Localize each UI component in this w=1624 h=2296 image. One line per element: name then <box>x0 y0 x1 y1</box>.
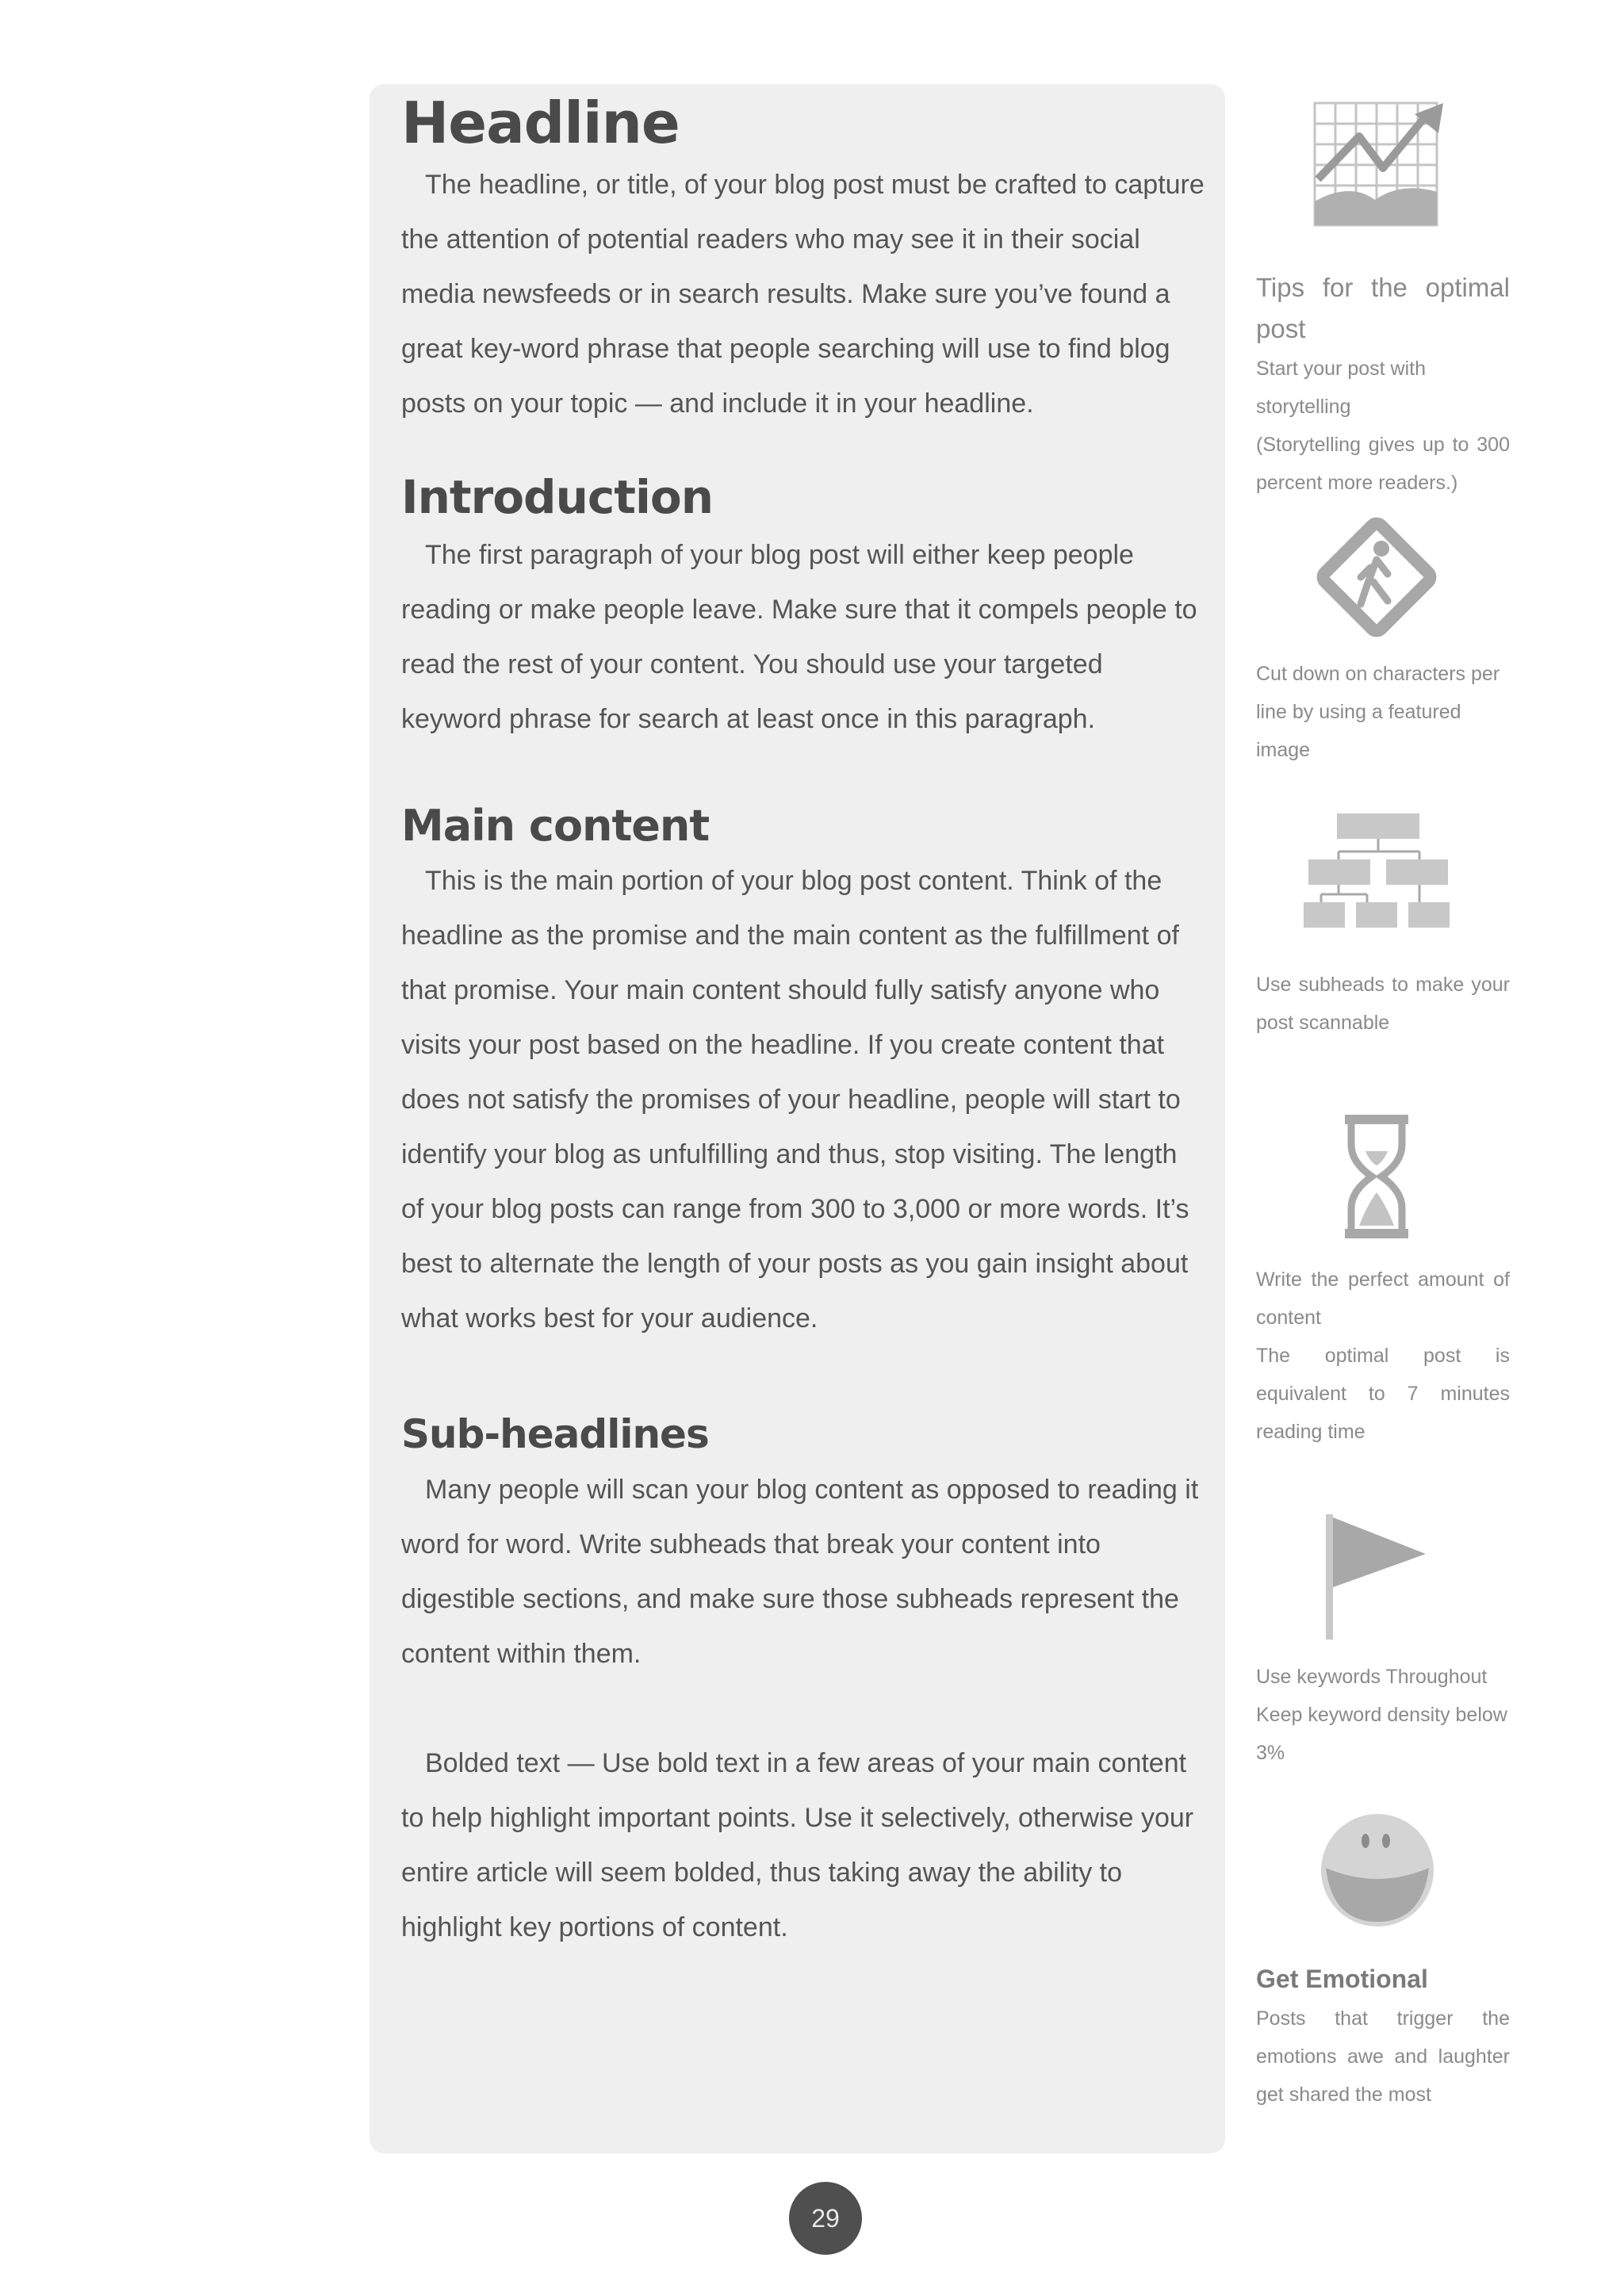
tip-line: Keep keyword density below 3% <box>1256 1704 1507 1764</box>
tip-get-emotional <box>1256 1958 1510 2114</box>
section-paragraph: Many people will scan your blog content as opposed to reading it word for word. Write subheads that break your content into digestible sections, and make sure those subheads represent the content within them. <box>401 1475 1199 1669</box>
tip-line: Posts that trigger the emotions awe and laughter get shared the most <box>1256 2007 1510 2106</box>
tip-line: The optimal post is equivalent to 7 minutes reading time <box>1256 1345 1510 1443</box>
section-heading: Main content <box>401 801 710 851</box>
growth-chart-icon <box>1310 98 1453 233</box>
section-headline <box>401 92 1206 431</box>
tip-subheads <box>1256 966 1510 1042</box>
tip-line: Cut down on characters per line by using a featured image <box>1256 663 1500 761</box>
section-paragraph: The first paragraph of your blog post will either keep people reading or make people leave. Make sure that it compels people to read the rest of your content. You should use your targeted keyword phrase for search at least once in this paragraph. <box>401 539 1197 734</box>
tip-content-length <box>1256 1261 1510 1451</box>
tip-keywords <box>1256 1658 1510 1772</box>
hourglass-icon <box>1343 1113 1410 1240</box>
section-heading: Introduction <box>401 470 713 524</box>
tip-line: Use keywords Throughout <box>1256 1666 1488 1688</box>
section-heading: Sub-headlines <box>401 1411 709 1457</box>
page-number: 29 <box>789 2182 862 2255</box>
tip-featured-image <box>1256 655 1510 769</box>
tip-line: Start your post with storytelling <box>1256 358 1426 418</box>
section-sub-headlines <box>401 1413 1206 1955</box>
section-main-content <box>401 802 1206 1346</box>
section-heading: Headline <box>401 90 680 156</box>
pedestrian-sign-icon <box>1305 506 1448 649</box>
section-introduction <box>401 470 1206 747</box>
tip-title: Get Emotional <box>1256 1965 1428 1993</box>
tip-line: Use subheads to make your post scannable <box>1256 974 1510 1034</box>
tip-line: Write the perfect amount of content <box>1256 1269 1510 1329</box>
flag-icon <box>1321 1514 1432 1641</box>
section-paragraph: Bolded text — Use bold text in a few areas of your main content to help highlight important points. Use it selectively, otherwise your entire article will seem bolded, thus taking away the ability to highlight key portions of content. <box>401 1748 1194 1942</box>
tip-line: (Storytelling gives up to 300 percent more readers.) <box>1256 434 1510 494</box>
section-paragraph: This is the main portion of your blog post content. Think of the headline as the promise and the main content as the fulfillment of that promise. Your main content should fully satisfy anyone who visits your post based on the headline. If you create content that does not satisfy the promises of your headline, people will start to identify your blog as unfulfilling and thus, stop visiting. The length of your blog posts can range from 300 to 3,000 or more words. It’s best to alternate the length of your posts as you gain insight about what works best for your audience. <box>401 866 1189 1334</box>
tip-optimal-post <box>1256 267 1510 502</box>
section-paragraph: The headline, or title, of your blog post must be crafted to capture the attention of potential readers who may see it in their social media newsfeeds or in search results. Make sure you’ve found a great key-word phrase that people searching will use to find blog posts on your topic — and include it in your headline. <box>401 170 1205 419</box>
hierarchy-icon <box>1304 810 1451 945</box>
smiley-icon <box>1320 1812 1435 1928</box>
tip-title: Tips for the optimal post <box>1256 273 1510 343</box>
